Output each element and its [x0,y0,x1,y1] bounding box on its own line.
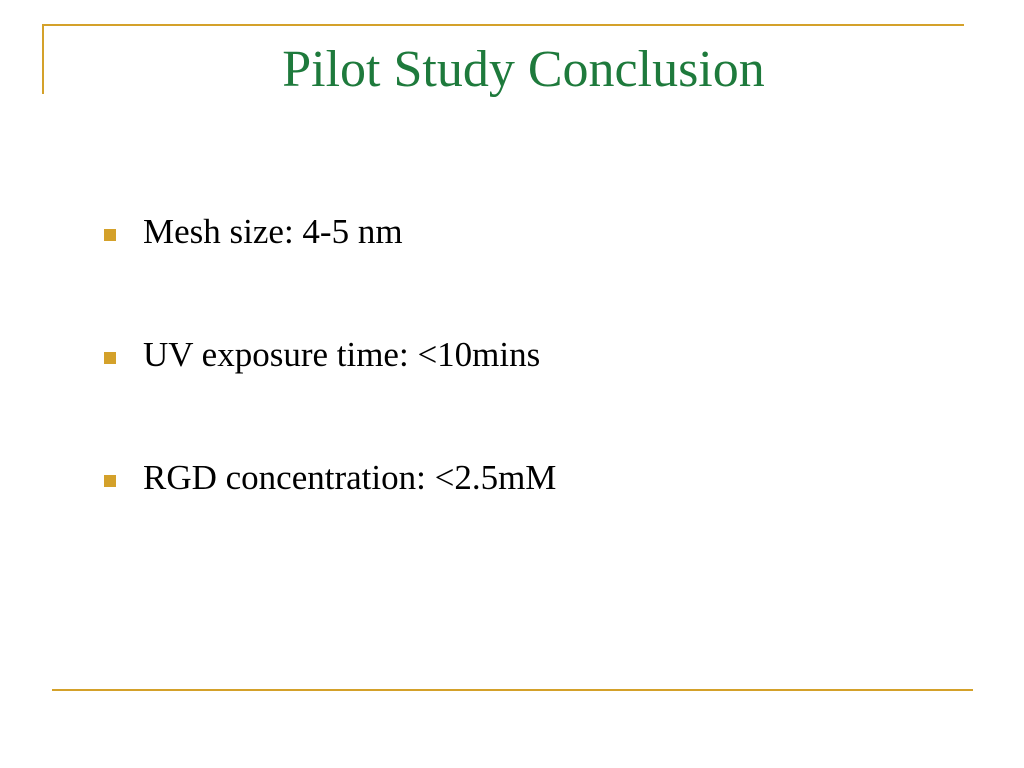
bullet-text: Mesh size: 4-5 nm [143,212,403,251]
bullet-item-rgd-concentration [104,456,556,579]
square-bullet-icon [104,229,116,241]
bottom-border-line [52,689,973,691]
bullet-text: RGD concentration: <2.5mM [143,458,557,497]
top-border-line [42,24,964,26]
bullet-item-mesh-size [104,210,556,333]
bullet-list [104,210,556,579]
square-bullet-icon [104,475,116,487]
bullet-text: UV exposure time: <10mins [143,335,541,374]
square-bullet-icon [104,352,116,364]
slide-title: Pilot Study Conclusion [282,41,765,98]
bullet-item-uv-exposure [104,333,556,456]
